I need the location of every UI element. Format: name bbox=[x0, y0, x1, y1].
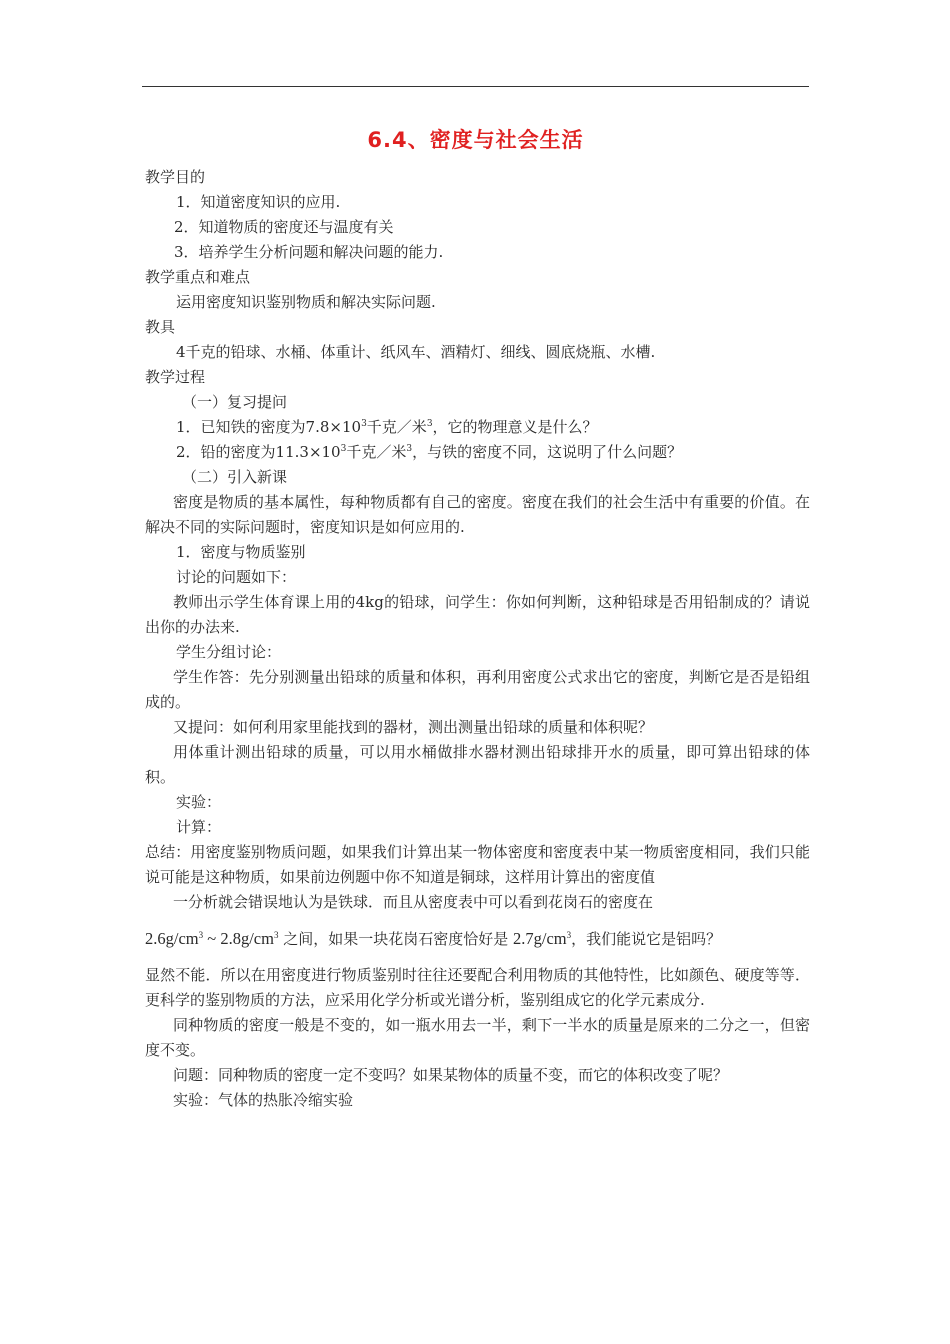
new-lesson-heading: （二）引入新课 bbox=[182, 468, 288, 486]
intro-paragraph: 密度是物质的基本属性，每种物质都有自己的密度。密度在我们的社会生活中有重要的价值。在解决不同的实际问题时，密度知识是如何应用的. bbox=[145, 493, 810, 536]
focus-text: 运用密度知识鉴别物质和解决实际问题. bbox=[176, 293, 436, 311]
q1-text-post: ，它的物理意义是什么？ bbox=[432, 418, 598, 436]
tools-text: 4千克的铅球、水桶、体重计、纸风车、酒精灯、细线、圆底烧瓶、水槽. bbox=[176, 343, 656, 361]
experiment-label: 实验： bbox=[176, 793, 222, 811]
process-heading: 教学过程 bbox=[145, 368, 206, 386]
section-density-identification: 1．密度与物质鉴别 bbox=[176, 543, 306, 561]
goal-item: 2．知道物质的密度还与温度有关 bbox=[174, 218, 394, 236]
group-discussion-label: 学生分组讨论： bbox=[176, 643, 282, 661]
calculation-label: 计算： bbox=[176, 818, 222, 836]
formula-text-2: ，我们能说它是铝吗？ bbox=[571, 930, 722, 948]
formula-mid: $2.7g/cm^3$ bbox=[512, 929, 572, 948]
experiment-2-paragraph: 实验：气体的热胀冷缩实验 bbox=[173, 1091, 354, 1109]
q1-unit-exponent: 3 bbox=[426, 419, 433, 429]
focus-heading: 教学重点和难点 bbox=[145, 268, 251, 286]
measure-answer-paragraph: 用体重计测出铅球的质量，可以用水桶做排水器材测出铅球排开水的质量，即可算出铅球的体积。 bbox=[145, 743, 810, 786]
question-paragraph: 问题：同种物质的密度一定不变吗？如果某物体的质量不变，而它的体积改变了呢？ bbox=[173, 1066, 729, 1084]
student-answer-paragraph: 学生作答：先分别测量出铅球的质量和体积，再利用密度公式求出它的密度，判断它是否是铅组成的。 bbox=[145, 668, 810, 711]
formula-range-sep: ~ bbox=[203, 929, 221, 948]
summary-paragraph: 总结：用密度鉴别物质问题，如果我们计算出某一物体密度和密度表中某一物质密度相同，我们只能说可能是这种物质，如果前边例题中你不知道是铜球，这样用计算出的密度值 bbox=[145, 843, 810, 886]
q2-unit: 千克／米 bbox=[346, 443, 407, 461]
conclusion-paragraph: 显然不能．所以在用密度进行物质鉴别时往往还要配合利用物质的其他特性，比如颜色、硬度等等．更科学的鉴别物质的方法，应采用化学分析或光谱分析，鉴别组成它的化学元素成分. bbox=[145, 966, 810, 1009]
same-density-paragraph: 同种物质的密度一般是不变的，如一瓶水用去一半，剩下一半水的质量是原来的二分之一，但密度不变。 bbox=[145, 1016, 810, 1059]
q2-exponent: 3 bbox=[340, 444, 347, 454]
q1-unit: 千克／米 bbox=[366, 418, 427, 436]
header-rule bbox=[142, 86, 809, 87]
teacher-show-paragraph: 教师出示学生体育课上用的4kg的铅球，问学生：你如何判断，这种铅球是否用铅制成的？请说出你的办法来. bbox=[145, 593, 810, 636]
formula-low: $2.6g/cm^3$ bbox=[145, 929, 204, 948]
formula-high: $2.8g/cm^3$ bbox=[220, 929, 279, 948]
review-heading: （一）复习提问 bbox=[182, 393, 288, 411]
granite-density-formula bbox=[145, 925, 810, 953]
q2-text-post: ，与铁的密度不同，这说明了什么问题？ bbox=[412, 443, 683, 461]
formula-text-1: 之间，如果一块花岗石密度恰好是 bbox=[278, 930, 513, 948]
goal-item: 1．知道密度知识的应用. bbox=[176, 193, 341, 211]
tools-heading: 教具 bbox=[145, 318, 176, 336]
analysis-paragraph: 一分析就会错误地认为是铁球．而且从密度表中可以看到花岗石的密度在 bbox=[173, 893, 654, 911]
page-title: 6.4、密度与社会生活 bbox=[367, 128, 584, 152]
ask-again-paragraph: 又提问：如何利用家里能找到的器材，测出测量出铅球的质量和体积呢？ bbox=[173, 718, 654, 736]
q1-text-pre: 1．已知铁的密度为7.8×10 bbox=[176, 418, 362, 436]
q2-text-pre: 2．铅的密度为11.3×10 bbox=[176, 443, 341, 461]
q1-exponent: 3 bbox=[361, 419, 367, 429]
q2-unit-exponent: 3 bbox=[406, 444, 413, 454]
review-question-2 bbox=[145, 440, 810, 465]
review-question-1 bbox=[145, 415, 810, 440]
discuss-label: 讨论的问题如下： bbox=[176, 568, 297, 586]
document-body bbox=[145, 165, 810, 1113]
goals-heading: 教学目的 bbox=[145, 168, 206, 186]
goal-item: 3．培养学生分析问题和解决问题的能力. bbox=[174, 243, 444, 261]
